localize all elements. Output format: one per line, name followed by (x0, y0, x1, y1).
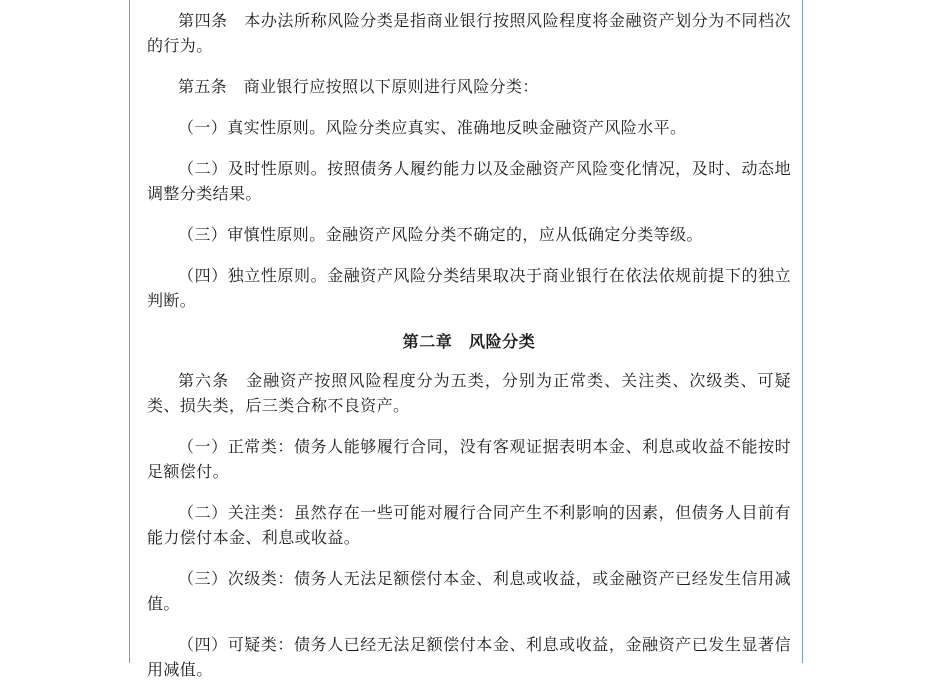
category-special-mention-paragraph: （二）关注类：虽然存在一些可能对履行合同产生不利影响的因素，但债务人目前有能力偿付本金、利息或收益。 (147, 503, 791, 547)
article-5-paragraph: 第五条 商业银行应按照以下原则进行风险分类： (178, 77, 539, 96)
article-4-paragraph: 第四条 本办法所称风险分类是指商业银行按照风险程度将金融资产划分为不同档次的行为。 (147, 11, 791, 55)
principle-independence-paragraph: （四）独立性原则。金融资产风险分类结果取决于商业银行在依法依规前提下的独立判断。 (147, 266, 791, 310)
chapter-heading: 第二章 风险分类 (402, 332, 536, 351)
principle-timeliness-paragraph: （二）及时性原则。按照债务人履约能力以及金融资产风险变化情况，及时、动态地调整分类结果。 (147, 159, 791, 203)
category-doubtful-paragraph: （四）可疑类：债务人已经无法足额偿付本金、利息或收益，金融资产已发生显著信用减值。 (147, 635, 791, 679)
article-6-paragraph: 第六条 金融资产按照风险程度分为五类，分别为正常类、关注类、次级类、可疑类、损失类，后三类合称不良资产。 (147, 371, 791, 415)
category-normal-paragraph: （一）正常类：债务人能够履行合同，没有客观证据表明本金、利息或收益不能按时足额偿付。 (147, 437, 791, 481)
principle-prudence-paragraph: （三）审慎性原则。金融资产风险分类不确定的，应从低确定分类等级。 (178, 225, 703, 244)
document-frame (129, 0, 803, 679)
article-body (147, 8, 791, 698)
category-substandard-paragraph: （三）次级类：债务人无法足额偿付本金、利息或收益，或金融资产已经发生信用减值。 (147, 569, 791, 613)
principle-authenticity-paragraph: （一）真实性原则。风险分类应真实、准确地反映金融资产风险水平。 (178, 118, 687, 137)
